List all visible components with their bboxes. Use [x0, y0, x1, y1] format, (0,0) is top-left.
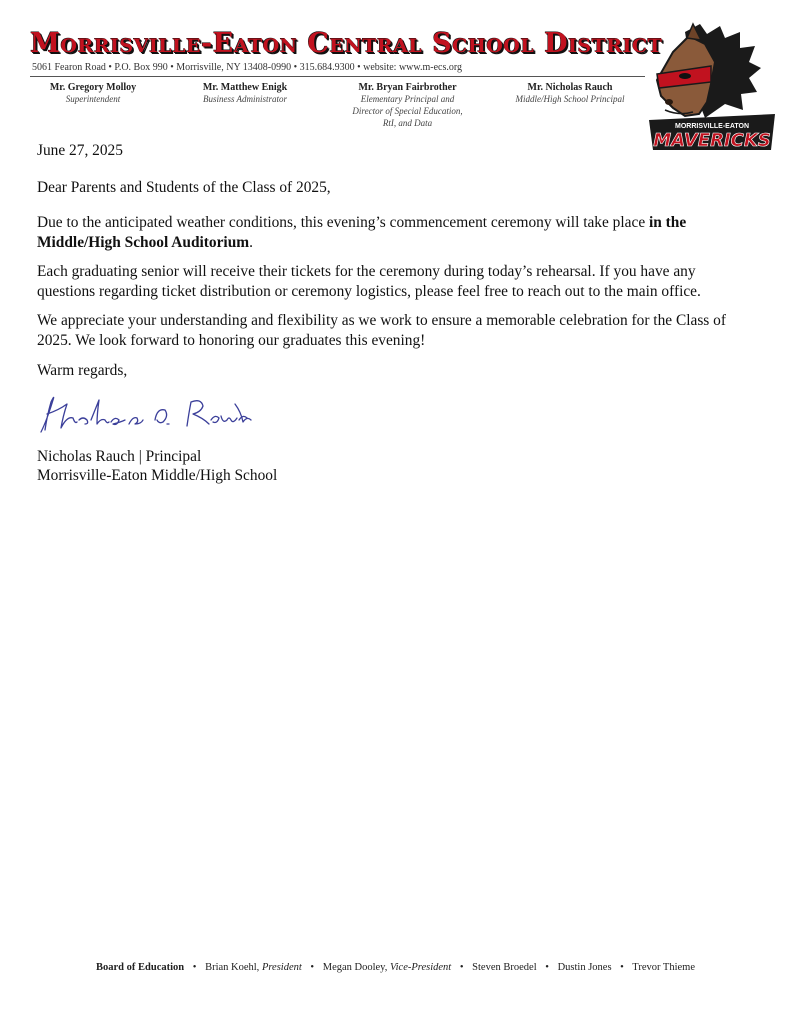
- letter-closing: Warm regards,: [37, 362, 128, 379]
- district-address: 5061 Fearon Road • P.O. Box 990 • Morrisville, NY 13408-0990 • 315.684.9300 • website: www.m-ecs.org: [32, 62, 462, 73]
- logo-top-text: MORRISVILLE-EATON: [674, 123, 750, 130]
- signer-school: Morrisville-Eaton Middle/High School: [37, 467, 278, 484]
- board-member-title: President: [261, 962, 302, 973]
- logo-name-text: MAVERICKS: [653, 130, 771, 151]
- staff-mhs-principal: [510, 82, 630, 105]
- board-member: Trevor Thieme: [632, 962, 695, 973]
- staff-role: Middle/High School Principal: [515, 94, 625, 104]
- paragraph-2: Each graduating senior will receive their tickets for the ceremony during today’s rehearsal. If you have any questions regarding ticket distribution or ceremony logistics, please feel free to reach out to the main office.: [37, 263, 701, 300]
- staff-role: Superintendent: [65, 94, 121, 104]
- board-member: Steven Broedel: [472, 962, 537, 973]
- staff-role: Elementary Principal and Director of Special Education, RtI, and Data: [352, 94, 463, 128]
- header-divider: [30, 76, 645, 77]
- board-member-title: Vice-President: [390, 962, 452, 973]
- footer-label: Board of Education: [96, 962, 185, 973]
- staff-name: Mr. Nicholas Rauch: [527, 82, 613, 93]
- staff-name: Mr. Gregory Molloy: [49, 82, 137, 93]
- paragraph-3: We appreciate your understanding and flexibility as we work to ensure a memorable celebration for the Class of 2025. We look forward to honoring our graduates this evening!: [37, 312, 726, 349]
- district-name: Morrisville-Eaton Central School District: [30, 28, 663, 59]
- letter-salutation: Dear Parents and Students of the Class of 2025,: [37, 179, 331, 196]
- signer-name-title: Nicholas Rauch | Principal: [37, 448, 202, 465]
- board-member: Brian Koehl,: [205, 962, 260, 973]
- staff-name: Mr. Bryan Fairbrother: [358, 82, 457, 93]
- staff-business-admin: [190, 82, 300, 105]
- paragraph-1-text: Due to the anticipated weather conditions, this evening’s commencement ceremony will take place: [37, 214, 649, 231]
- staff-name: Mr. Matthew Enigk: [202, 82, 288, 93]
- horse-mascot-icon: [657, 24, 761, 118]
- staff-elementary-principal: [350, 82, 465, 129]
- signature: [37, 390, 257, 438]
- paragraph-1: [37, 213, 737, 253]
- staff-superintendent: [38, 82, 148, 105]
- board-of-education-footer: Board of Education • Brian Koehl, President • Megan Dooley, Vice-President • Steven Broedel • Dustin Jones • Trevor Thieme: [96, 962, 695, 973]
- board-member: Dustin Jones: [557, 962, 612, 973]
- board-member: Megan Dooley,: [322, 962, 388, 973]
- mavericks-logo: [645, 22, 780, 152]
- paragraph-1-end: .: [249, 234, 253, 251]
- paragraph-1-bold-location: in the Middle/High School Auditorium: [37, 214, 687, 251]
- letter-date: June 27, 2025: [37, 142, 123, 159]
- staff-role: Business Administrator: [202, 94, 288, 104]
